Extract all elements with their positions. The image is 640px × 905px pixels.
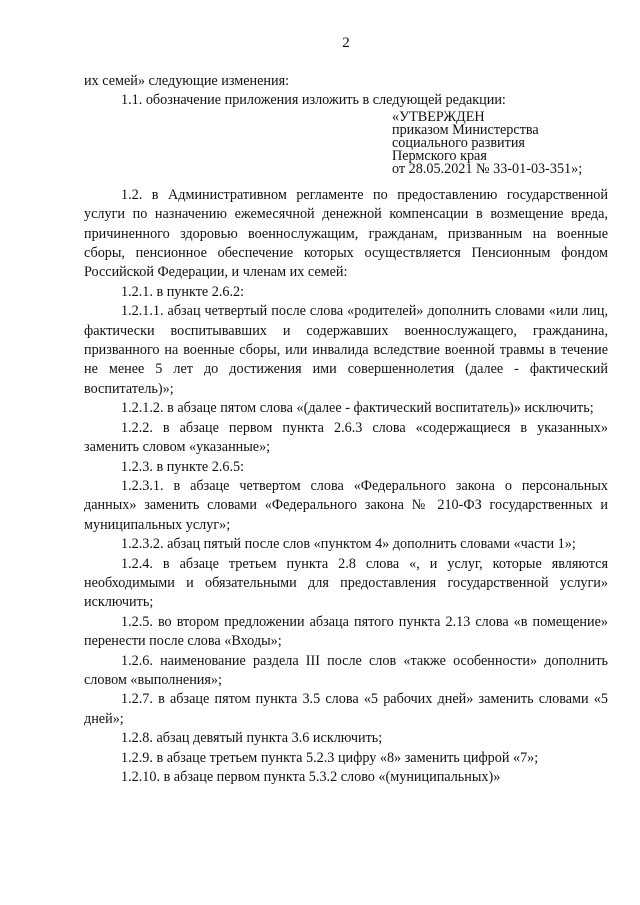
paragraph: 1.2.3.2. абзац пятый после слов «пунктом 4» дополнить словами «части 1»;: [121, 536, 576, 553]
paragraph: 1.2.1.2. в абзаце пятом слова «(далее - фактический воспитатель)» исключить;: [121, 400, 594, 417]
approval-stamp-block: [392, 108, 608, 177]
paragraph: 1.2.4. в абзаце третьем пункта 2.8 слова «, и услуг, которые являются необходимыми и обязательными для предоставления государственной услуги» исключить;: [84, 555, 608, 611]
amendments-list: [84, 186, 608, 788]
approval-line: «УТВЕРЖДЕН: [392, 108, 485, 125]
paragraph: 1.2.3.1. в абзаце четвертом слова «Федерального закона о персональных данных» заменить словами «Федерального закона № 210-ФЗ государственных и муниципальных услуг»;: [84, 477, 608, 533]
paragraph: 1.2.1.1. абзац четвертый после слова «родителей» дополнить словами «или лиц, фактически воспитывавших и содержавших военнослужащего, гражданина, призванного на военные сборы, или инвалида вследствие военной травмы в течение не менее 5 лет до достижения ими совершеннолетия (далее - фактический воспитатель)»;: [84, 303, 608, 397]
paragraph: 1.2.8. абзац девятый пункта 3.6 исключить;: [121, 730, 383, 747]
paragraph: 1.2.1. в пункте 2.6.2:: [121, 283, 245, 300]
paragraph: 1.2.5. во втором предложении абзаца пятого пункта 2.13 слова «в помещение» перенести после слова «Входы»;: [84, 613, 608, 650]
approval-line: от 28.05.2021 № 33-01-03-351»;: [392, 160, 583, 177]
paragraph: 1.2. в Административном регламенте по предоставлению государственной услуги по назначению ежемесячной денежной компенсации в возмещение вреда, причиненного здоровью военнослужащим, гражданам, призванным на военные сборы, пенсионное обеспечение которых осуществляется Пенсионным фондом Российской Федерации, и членам их семей:: [84, 186, 608, 281]
page-number: 2: [342, 35, 350, 51]
intro-paragraphs: [84, 72, 608, 111]
paragraph: 1.1. обозначение приложения изложить в следующей редакции:: [121, 92, 506, 109]
paragraph: 1.2.7. в абзаце пятом пункта 3.5 слова «5 рабочих дней» заменить словами «5 дней»;: [84, 691, 608, 727]
paragraph: 1.2.2. в абзаце первом пункта 2.6.3 слова «содержащиеся в указанных» заменить словом «указанные»;: [84, 419, 608, 456]
paragraph: 1.2.6. наименование раздела III после слов «также особенности» дополнить словом «выполнения»;: [84, 652, 608, 688]
paragraph: 1.2.3. в пункте 2.6.5:: [121, 458, 245, 475]
approval-line: приказом Министерства: [392, 121, 539, 138]
paragraph: их семей» следующие изменения:: [84, 73, 290, 89]
approval-line: социального развития: [392, 134, 525, 151]
paragraph: 1.2.10. в абзаце первом пункта 5.3.2 слово «(муниципальных)»: [121, 769, 501, 785]
approval-line: Пермского края: [392, 147, 487, 164]
paragraph: 1.2.9. в абзаце третьем пункта 5.2.3 цифру «8» заменить цифрой «7»;: [121, 749, 539, 766]
